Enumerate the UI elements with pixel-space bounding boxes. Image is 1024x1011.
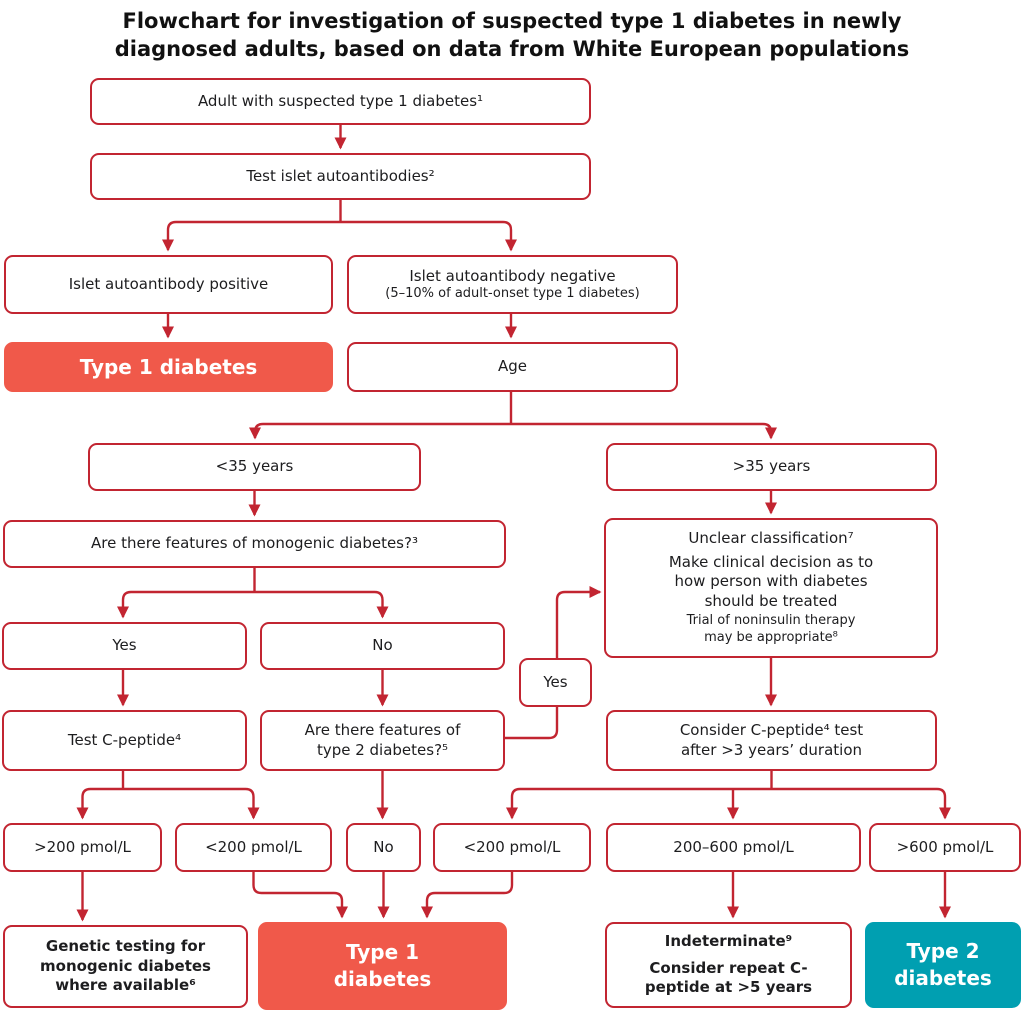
node-over-35-years: >35 years bbox=[606, 443, 937, 491]
node-islet-autoantibody-negative: Islet autoantibody negative (5–10% of adult-onset type 1 diabetes) bbox=[347, 255, 678, 314]
node-type1-diabetes-outcome-left: Type 1 diabetes bbox=[4, 342, 333, 392]
node-monogenic-no: No bbox=[260, 622, 505, 670]
node-under-35-years: <35 years bbox=[88, 443, 421, 491]
node-monogenic-yes: Yes bbox=[2, 622, 247, 670]
node-features-type2-diabetes: Are there features of type 2 diabetes?⁵ bbox=[260, 710, 505, 771]
node-test-c-peptide: Test C-peptide⁴ bbox=[2, 710, 247, 771]
node-under-200-pmol-left: <200 pmol/L bbox=[175, 823, 332, 872]
node-type2-features-yes: Yes bbox=[519, 658, 592, 707]
node-over-600-pmol: >600 pmol/L bbox=[869, 823, 1021, 872]
node-unclear-classification: Unclear classification⁷ Make clinical decision as to how person with diabetes should be treated Trial of noninsulin therapy may be appropriate⁸ bbox=[604, 518, 938, 658]
node-under-200-pmol-right: <200 pmol/L bbox=[433, 823, 591, 872]
node-indeterminate: Indeterminate⁹ Consider repeat C-peptide at >5 years bbox=[605, 922, 852, 1008]
node-genetic-testing-monogenic: Genetic testing for monogenic diabetes where available⁶ bbox=[3, 925, 248, 1008]
node-over-200-pmol: >200 pmol/L bbox=[3, 823, 162, 872]
node-type2-features-no: No bbox=[346, 823, 421, 872]
node-adult-suspected-t1d: Adult with suspected type 1 diabetes¹ bbox=[90, 78, 591, 125]
node-consider-c-peptide-test: Consider C-peptide⁴ test after >3 years’ duration bbox=[606, 710, 937, 771]
node-type2-diabetes-outcome: Type 2 diabetes bbox=[865, 922, 1021, 1008]
node-features-monogenic-diabetes: Are there features of monogenic diabetes?³ bbox=[3, 520, 506, 568]
node-type1-diabetes-outcome-bottom: Type 1 diabetes bbox=[258, 922, 507, 1010]
page-title: Flowchart for investigation of suspected type 1 diabetes in newly diagnosed adults, based on data from White European populations bbox=[114, 9, 910, 61]
node-200-600-pmol: 200–600 pmol/L bbox=[606, 823, 861, 872]
node-age: Age bbox=[347, 342, 678, 392]
node-test-islet-autoantibodies: Test islet autoantibodies² bbox=[90, 153, 591, 200]
node-islet-autoantibody-positive: Islet autoantibody positive bbox=[4, 255, 333, 314]
